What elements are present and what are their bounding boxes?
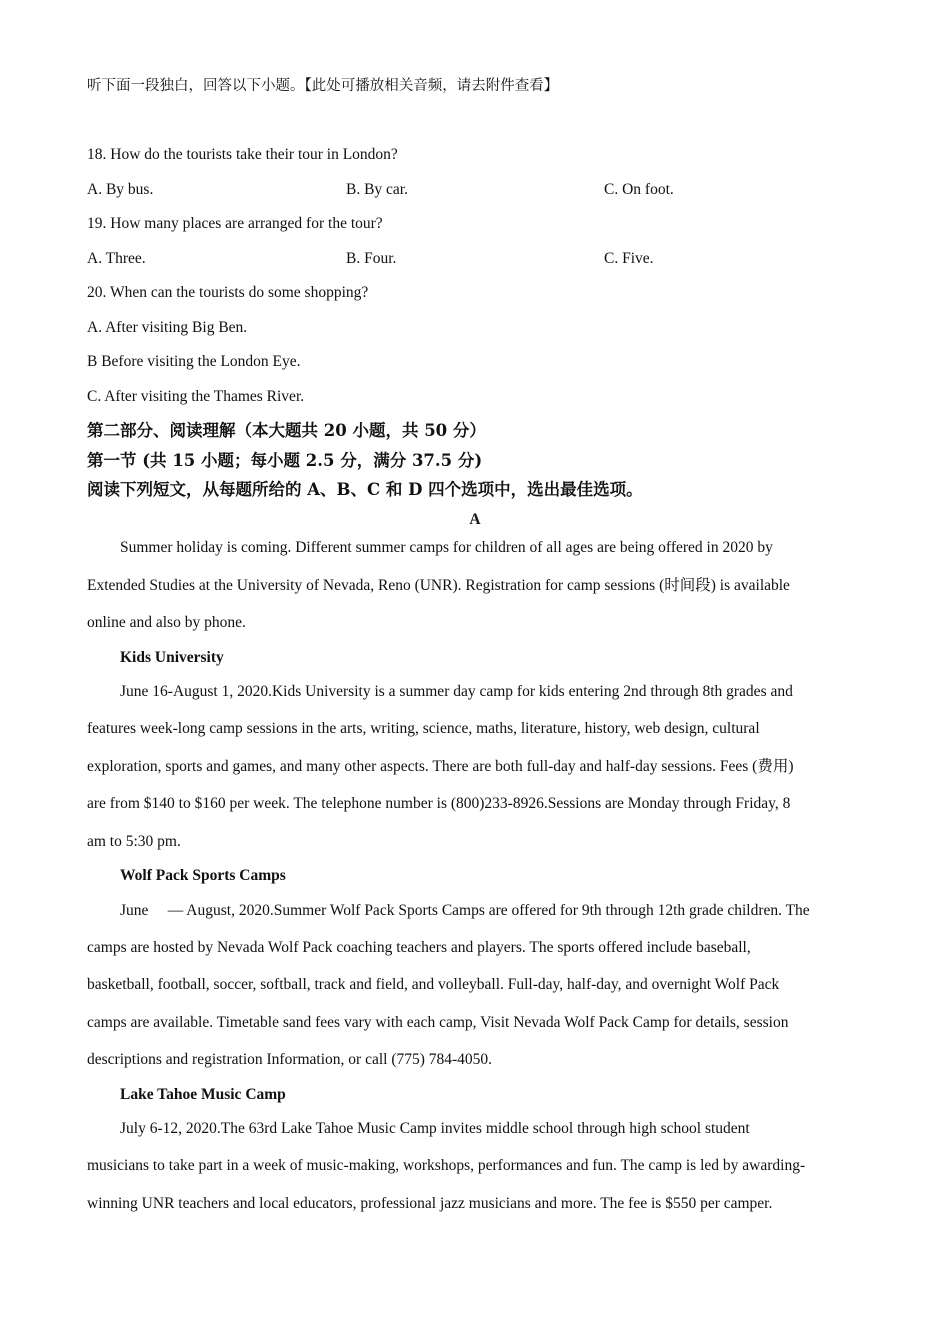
passage-letter: A (469, 511, 481, 528)
question-20-option-a: A. After visiting Big Ben. (87, 319, 248, 336)
passage-intro-line: online and also by phone. (87, 614, 246, 631)
section-part-heading: 第二部分、阅读理解（本大题共 20 小题，共 50 分） (87, 421, 486, 440)
question-19-stem: 19. How many places are arranged for the tour? (87, 215, 383, 232)
camp-title-wolf-pack: Wolf Pack Sports Camps (120, 867, 286, 884)
camp-text-line: July 6-12, 2020.The 63rd Lake Tahoe Music Camp invites middle school through high school student (120, 1120, 750, 1137)
question-19-option-b: B. Four. (346, 250, 397, 267)
camp-title-kids-university: Kids University (120, 649, 224, 666)
camp-text-line: descriptions and registration Information, or call (775) 784-4050. (87, 1051, 493, 1068)
question-18-option-c: C. On foot. (604, 181, 674, 198)
camp-text-line: are from $140 to $160 per week. The telephone number is (800)233-8926.Sessions are Monday through Friday, 8 (87, 795, 791, 812)
camp-text-line: musicians to take part in a week of music-making, workshops, performances and fun. The camp is led by awarding- (87, 1157, 806, 1174)
camp-text-line: basketball, football, soccer, softball, track and field, and volleyball. Full-day, half-day, and overnight Wolf Pack (87, 976, 780, 993)
camp-text-line: exploration, sports and games, and many other aspects. There are both full-day and half-day sessions. Fees (费用) (87, 758, 794, 775)
passage-intro-line: Extended Studies at the University of Nevada, Reno (UNR). Registration for camp sessions (时间段) is available (87, 577, 790, 594)
camp-text-line: camps are available. Timetable sand fees vary with each camp, Visit Nevada Wolf Pack Camp for details, session (87, 1014, 789, 1031)
question-20-option-b: B Before visiting the London Eye. (87, 353, 301, 370)
section-instruction: 阅读下列短文，从每题所给的 A、B、C 和 D 四个选项中，选出最佳选项。 (87, 480, 643, 499)
question-20-option-c: C. After visiting the Thames River. (87, 388, 305, 405)
camp-title-lake-tahoe: Lake Tahoe Music Camp (120, 1086, 286, 1103)
question-18-option-a: A. By bus. (87, 181, 154, 198)
camp-text-line: June — August, 2020.Summer Wolf Pack Sports Camps are offered for 9th through 12th grade children. The (120, 902, 810, 919)
question-18-stem: 18. How do the tourists take their tour in London? (87, 146, 398, 163)
question-19-option-c: C. Five. (604, 250, 654, 267)
listening-instruction: 听下面一段独白，回答以下小题。【此处可播放相关音频，请去附件查看】 (87, 78, 559, 94)
camp-text-line: June 16-August 1, 2020.Kids University is a summer day camp for kids entering 2nd through 8th grades and (120, 683, 793, 700)
camp-text-line: winning UNR teachers and local educators, professional jazz musicians and more. The fee is $550 per camper. (87, 1195, 773, 1212)
passage-intro-line: Summer holiday is coming. Different summer camps for children of all ages are being offered in 2020 by (120, 539, 773, 556)
camp-text-line: camps are hosted by Nevada Wolf Pack coaching teachers and players. The sports offered include baseball, (87, 939, 751, 956)
camp-text-line: am to 5:30 pm. (87, 833, 181, 850)
question-18-option-b: B. By car. (346, 181, 408, 198)
question-19-option-a: A. Three. (87, 250, 146, 267)
question-20-stem: 20. When can the tourists do some shopping? (87, 284, 369, 301)
section-sub-heading: 第一节 (共 15 小题；每小题 2.5 分，满分 37.5 分) (87, 451, 483, 470)
camp-text-line: features week-long camp sessions in the arts, writing, science, maths, literature, history, web design, cultural (87, 720, 760, 737)
